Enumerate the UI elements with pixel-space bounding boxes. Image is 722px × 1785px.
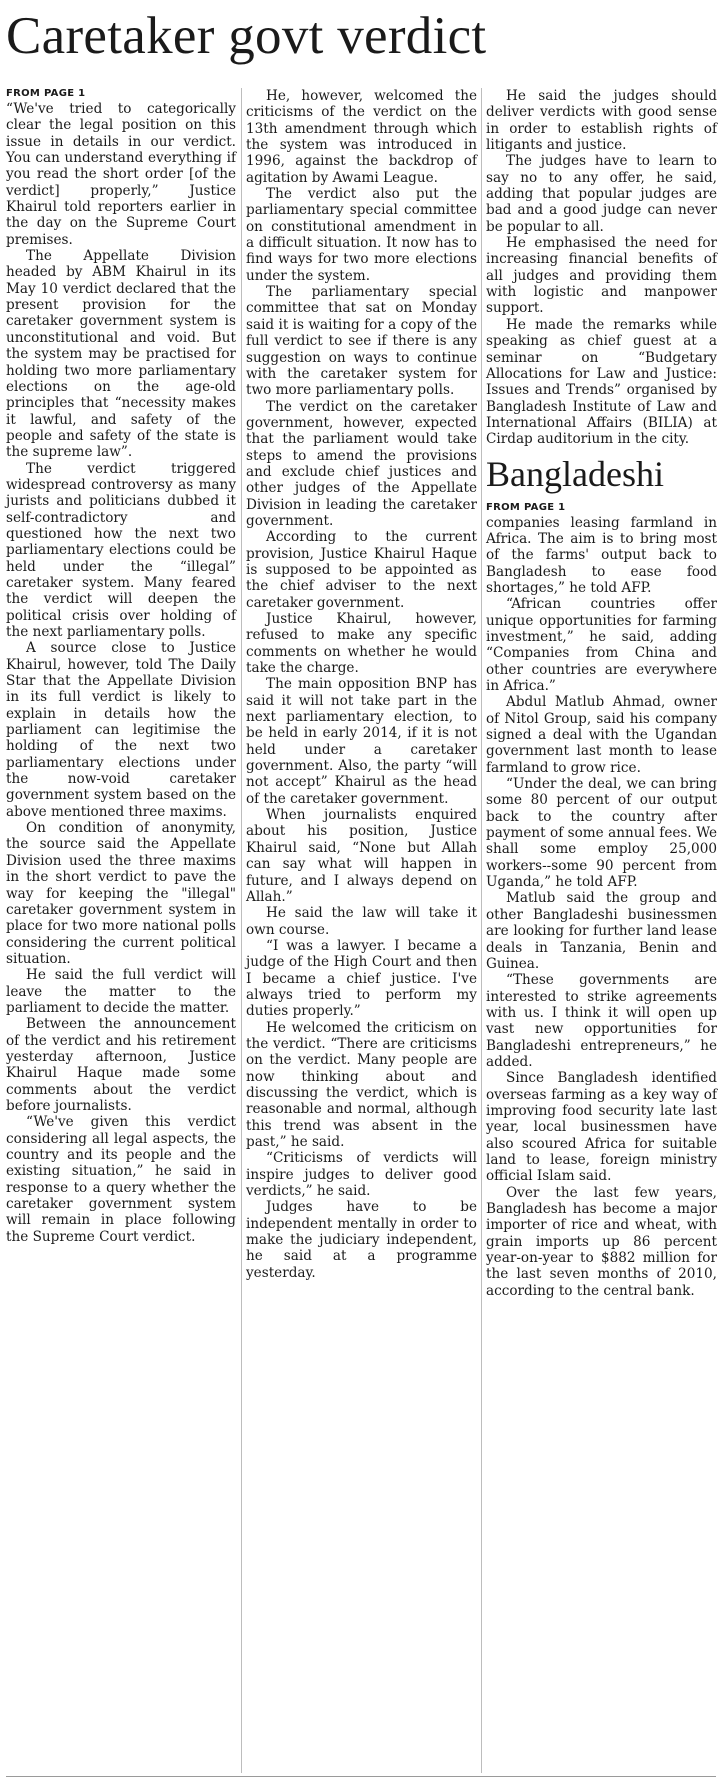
story1-paragraph: “Criticisms of verdicts will inspire judges to deliver good verdicts,” he said. — [246, 1150, 477, 1200]
story2-paragraph: Abdul Matlub Ahmad, owner of Nitol Group, said his company signed a deal with the Ugandan government last month to lease farmland to grow rice. — [486, 694, 717, 776]
story1-paragraph: The judges have to learn to say no to any offer, he said, adding that popular judges are bad and a good judge can never be popular to all. — [486, 153, 717, 235]
story1-kicker: FROM PAGE 1 — [6, 88, 86, 99]
column-rule — [241, 88, 242, 1773]
story1-paragraph: The main opposition BNP has said it will not take part in the next parliamentary election, to be held in early 2014, if it is not held under a caretaker government. Also, the party “will not accept” Khairul as the head of the caretaker government. — [246, 676, 477, 807]
story1-paragraph: A source close to Justice Khairul, however, told The Daily Star that the Appellate Division in its full verdict is likely to explain in details how the parliament can legitimise the holding of the next two parliamentary elections under the now-void caretaker government system based on the above mentioned three maxims. — [6, 640, 236, 820]
story1-paragraph: The verdict triggered widespread controversy as many jurists and politicians dubbed it self-contradictory and questioned how the next two parliamentary elections could be held under the “illegal” caretaker system. Many feared the verdict will deepen the political crisis over holding of the next parliamentary polls. — [6, 460, 236, 640]
column-rule — [481, 88, 482, 1773]
story1-paragraph: The parliamentary special committee that sat on Monday said it is waiting for a copy of the full verdict to see if there is any suggestion on ways to continue with the caretaker system for two more parliamentary polls. — [246, 284, 477, 399]
story1-paragraph: He said the full verdict will leave the matter to the parliament to decide the matter. — [6, 967, 236, 1016]
story1-paragraph: Justice Khairul, however, refused to make any specific comments on whether he would take the charge. — [246, 611, 477, 677]
story1-paragraph: “I was a lawyer. I became a judge of the High Court and then I became a chief justice. I've always tried to perform my duties properly.” — [246, 937, 477, 1020]
story1-paragraph: He made the remarks while speaking as chief guest at a seminar on “Budgetary Allocations for Law and Justice: Issues and Trends” organised by Bangladesh Institute of Law and International Affairs (BILIA) at Cirdap auditorium in the city. — [486, 316, 717, 448]
story1-paragraph: He welcomed the criticism on the verdict. “There are criticisms on the verdict. Many people are now thinking about and discussing the verdict, which is reasonable and normal, although this trend was absent in the past,” he said. — [246, 1019, 477, 1150]
story1-paragraph: He said the law will take it own course. — [246, 905, 477, 938]
story2-kicker: FROM PAGE 1 — [486, 501, 566, 513]
story1-paragraph: He emphasised the need for increasing financial benefits of all judges and providing them with logistic and manpower support. — [486, 235, 717, 317]
story1-paragraph: On condition of anonymity, the source said the Appellate Division used the three maxims in the short verdict to pave the way for keeping the "illegal" caretaker government system in place for two more national polls considering the current political situation. — [6, 820, 236, 967]
story1-paragraph: According to the current provision, Justice Khairul Haque is supposed to be appointed as the chief adviser to the next caretaker government. — [246, 529, 477, 611]
story2-paragraph: Matlub said the group and other Bangladeshi businessmen are looking for further land lease deals in Tanzania, Benin and Guinea. — [486, 890, 717, 972]
story1-paragraph: He said the judges should deliver verdicts with good sense in order to establish rights of litigants and justice. — [486, 88, 717, 154]
story2-paragraph: Since Bangladesh identified overseas farming as a key way of improving food security late last year, local businessmen have also scoured Africa for suitable land to lease, foreign ministry official Islam said. — [486, 1070, 717, 1185]
headline: Caretaker govt verdict — [6, 7, 487, 65]
story2-paragraph: “These governments are interested to strike agreements with us. I think it will open up vast new opportunities for Bangladeshi entrepreneurs,” he added. — [486, 972, 717, 1070]
story1-paragraph: Between the announcement of the verdict and his retirement yesterday afternoon, Justice Khairul Haque made some comments about the verdict before journalists. — [6, 1016, 236, 1114]
column-2 — [246, 88, 477, 1281]
story2-paragraph: “African countries offer unique opportunities for farming investment,” he said, adding “Companies from China and other countries are everywhere in Africa.” — [486, 596, 717, 694]
story1-paragraph: “We've given this verdict considering all legal aspects, the country and its people and the existing situation,” he said in response to a query whether the caretaker government system will remain in place following the Supreme Court verdict. — [6, 1114, 236, 1245]
column-3 — [486, 88, 717, 1299]
story2-headline: Bangladeshi — [486, 453, 664, 494]
bottom-rule — [6, 1776, 716, 1777]
column-1 — [6, 88, 236, 1245]
story2-paragraph: “Under the deal, we can bring some 80 percent of our output back to the country after payment of some annual fees. We shall some employ 25,000 workers--some 90 percent from Uganda,” he told AFP. — [486, 776, 717, 891]
story1-paragraph: “We've tried to categorically clear the legal position on this issue in details in our verdict. You can understand everything if you read the short order [of the verdict] properly,” Justice Khairul told reporters earlier in the day on the Supreme Court premises. — [6, 101, 236, 248]
story1-paragraph: The verdict on the caretaker government, however, expected that the parliament would take steps to amend the provisions and exclude chief justices and other judges of the Appellate Division in leading the caretaker government. — [246, 398, 477, 529]
story2-paragraph: Over the last few years, Bangladesh has become a major importer of rice and wheat, with grain imports up 86 percent year-on-year to $882 million for the last seven months of 2010, according to the central bank. — [486, 1184, 717, 1299]
story1-paragraph: He, however, welcomed the criticisms of the verdict on the 13th amendment through which the system was introduced in 1996, against the backdrop of agitation by Awami League. — [246, 88, 477, 186]
story1-paragraph: The Appellate Division headed by ABM Khairul in its May 10 verdict declared that the present provision for the caretaker government system is unconstitutional and void. But the system may be practised for holding two more parliamentary elections on the age-old principles that “necessity makes it lawful, and safety of the people and safety of the state is the supreme law”. — [6, 248, 236, 461]
story1-paragraph: Judges have to be independent mentally in order to make the judiciary independent, he said at a programme yesterday. — [246, 1199, 477, 1281]
story1-paragraph: When journalists enquired about his position, Justice Khairul said, “None but Allah can say what will happen in future, and I always depend on Allah.” — [246, 807, 477, 905]
story1-paragraph: The verdict also put the parliamentary special committee on constitutional amendment in a difficult situation. It now has to find ways for two more elections under the system. — [246, 186, 477, 284]
story2-paragraph: companies leasing farmland in Africa. The aim is to bring most of the farms' output back to Bangladesh to ease food shortages,” he told AFP. — [486, 514, 717, 596]
